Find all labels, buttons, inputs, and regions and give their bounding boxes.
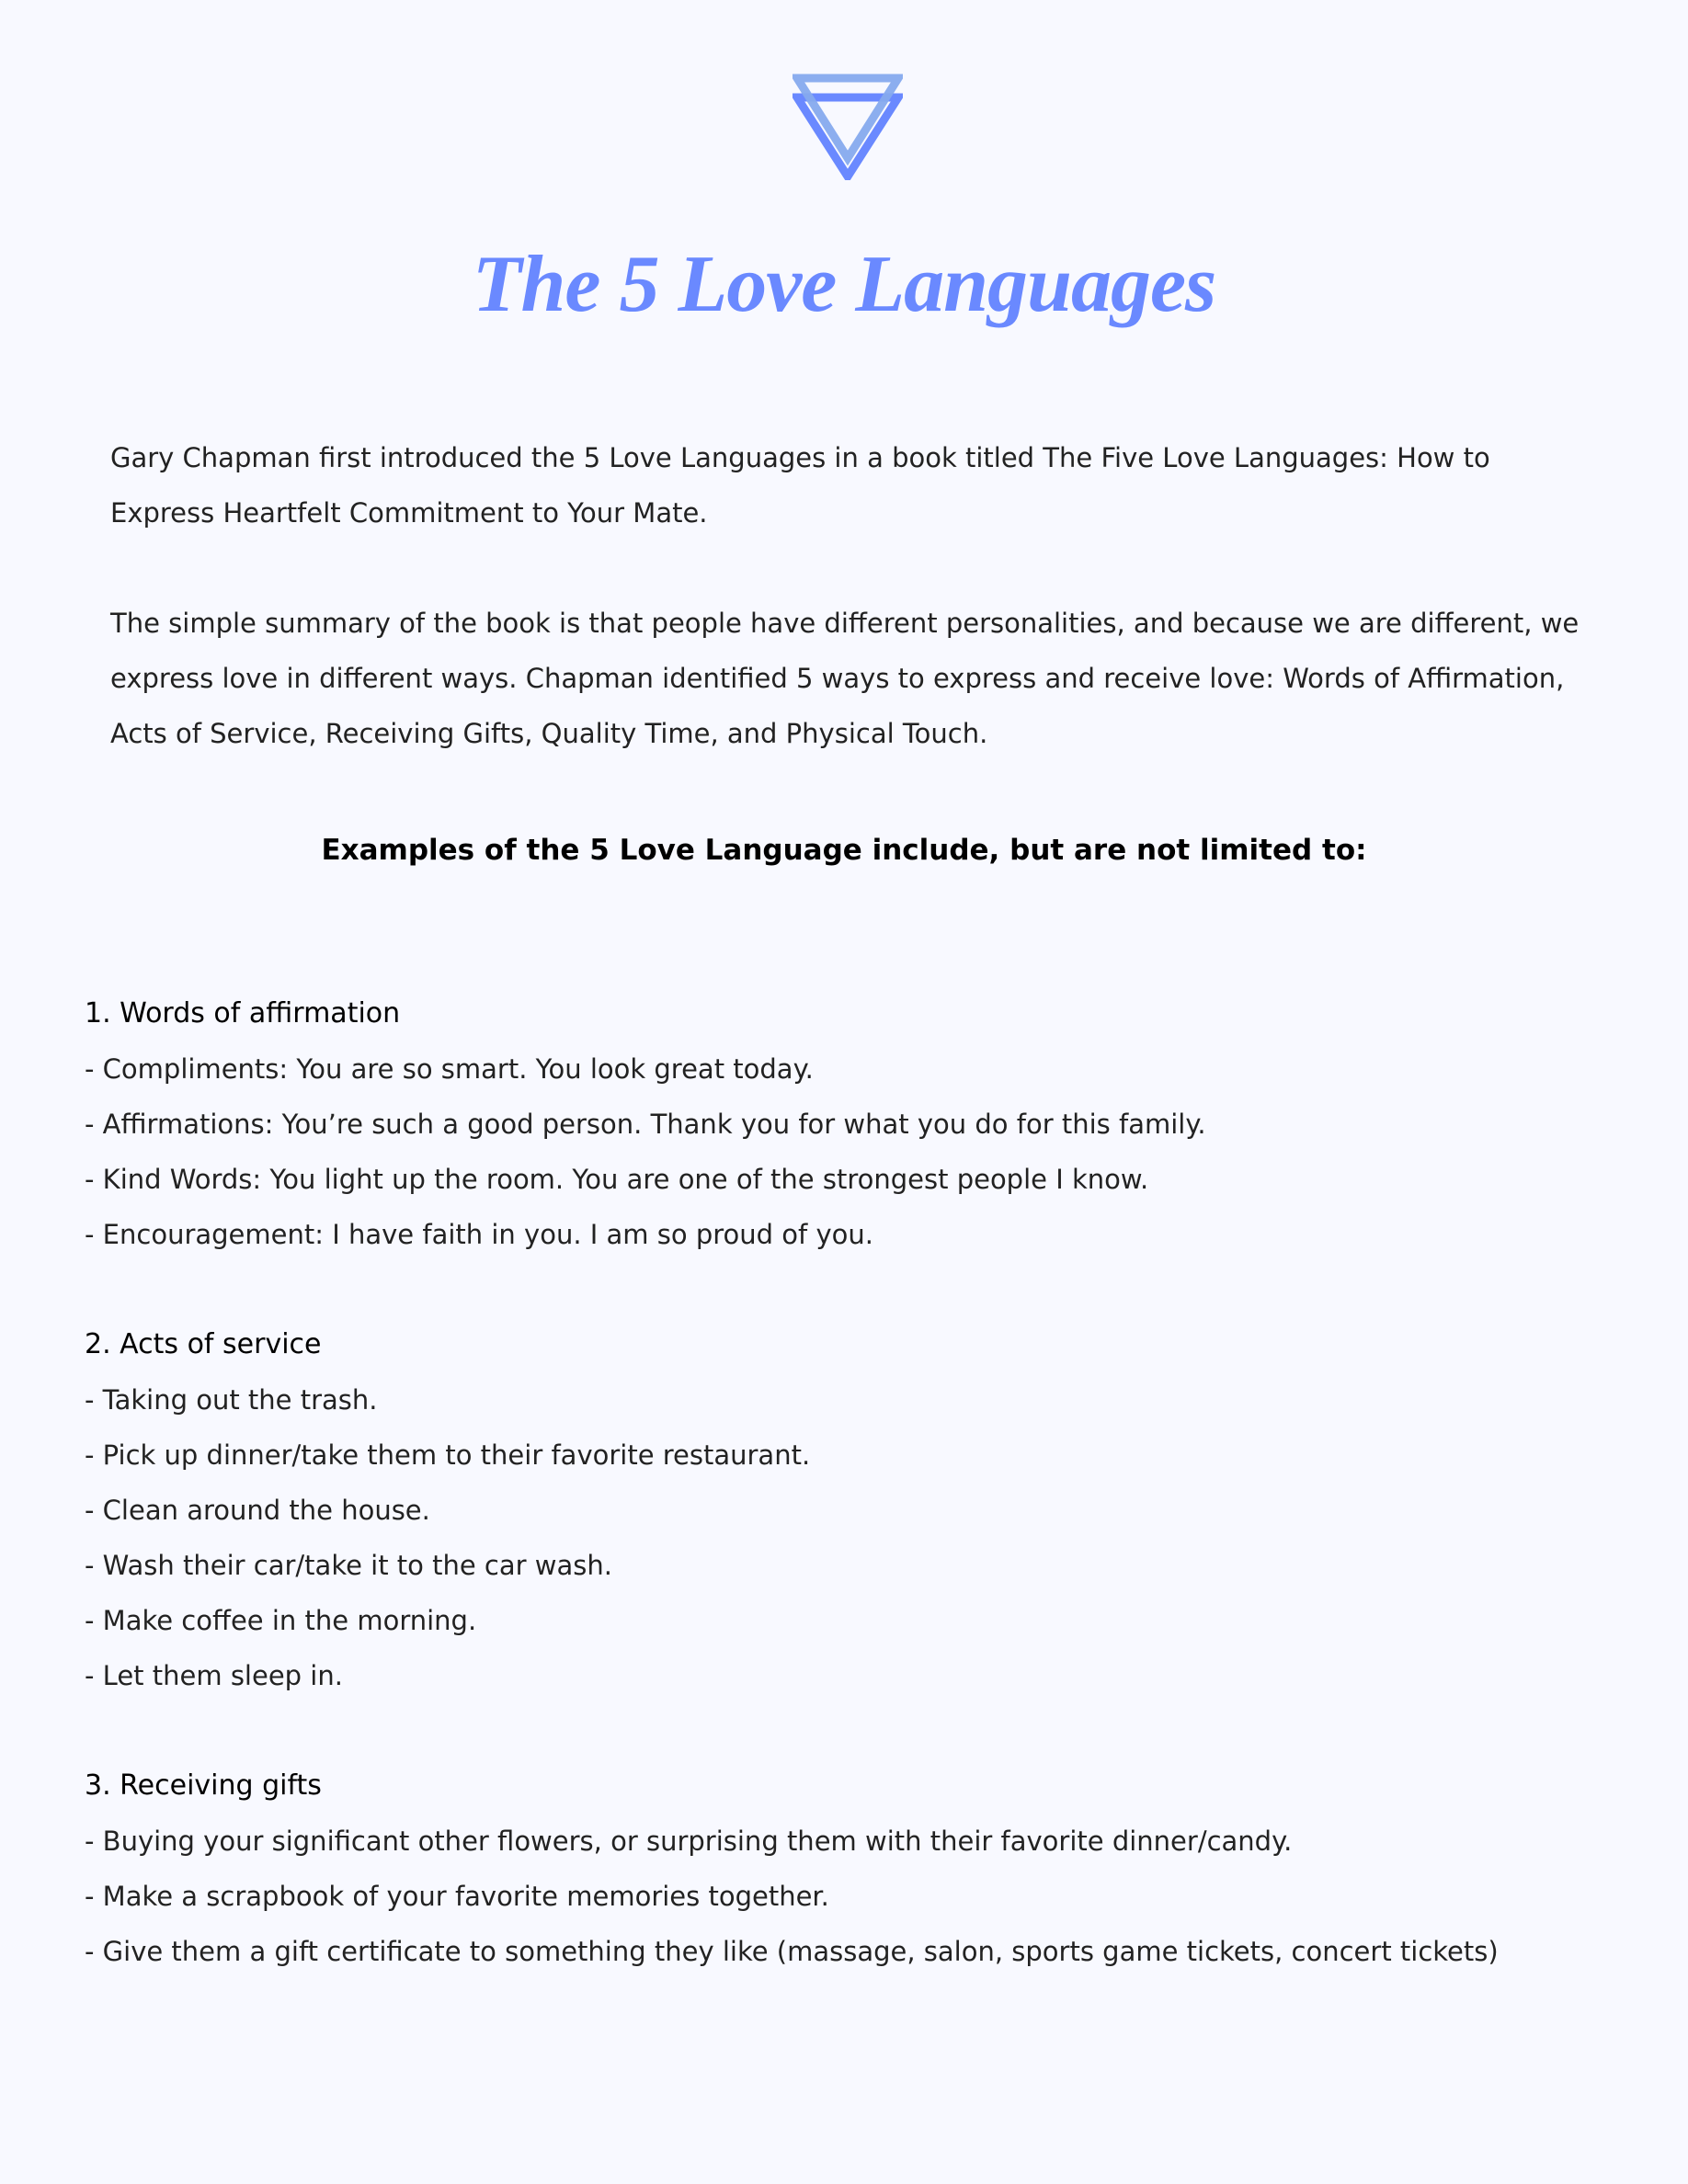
intro: [110, 430, 1600, 816]
section-title: 2. Acts of service: [85, 1328, 322, 1360]
intro-paragraph: The simple summary of the book is that people have different personalities, and because we are different, we express love in different ways. Chapman identified 5 ways to express and receive love: Words of Affirmation, Acts of Service, Receiving Gifts, Quality Time, and Physical Touch.: [110, 608, 1580, 749]
list-item: - Kind Words: You light up the room. You are one of the strongest people I know.: [85, 1164, 1149, 1195]
section: [85, 1758, 1611, 1979]
examples-heading: Examples of the 5 Love Language include, but are not limited to:: [321, 834, 1367, 867]
list-item: - Make coffee in the morning.: [85, 1605, 477, 1636]
list-item: - Make a scrapbook of your favorite memories together.: [85, 1881, 829, 1912]
list-item: - Affirmations: You’re such a good person. Thank you for what you do for this family.: [85, 1109, 1206, 1140]
list-item: - Buying your significant other flowers, or surprising them with their favorite dinner/candy.: [85, 1826, 1293, 1857]
examples-list: [85, 986, 1611, 2034]
list-item: - Clean around the house.: [85, 1495, 430, 1526]
section: [85, 986, 1611, 1262]
page-title: The 5 Love Languages: [472, 240, 1216, 329]
list-item: - Pick up dinner/take them to their favorite restaurant.: [85, 1439, 811, 1471]
section-title: 1. Words of affirmation: [85, 997, 401, 1029]
list-item: - Taking out the trash.: [85, 1384, 378, 1416]
section-title: 3. Receiving gifts: [85, 1769, 322, 1802]
list-item: - Compliments: You are so smart. You look great today.: [85, 1053, 814, 1085]
double-triangle-icon: [793, 74, 903, 180]
list-item: - Wash their car/take it to the car wash.: [85, 1550, 612, 1581]
list-item: - Give them a gift certificate to something they like (massage, salon, sports game tickets, concert tickets): [85, 1936, 1499, 1967]
list-item: - Encouragement: I have faith in you. I am so proud of you.: [85, 1219, 873, 1250]
section: [85, 1317, 1611, 1703]
intro-paragraph: Gary Chapman first introduced the 5 Love Languages in a book titled The Five Love Languages: How to Express Heartfelt Commitment to Your Mate.: [110, 442, 1490, 529]
list-item: - Let them sleep in.: [85, 1660, 343, 1691]
